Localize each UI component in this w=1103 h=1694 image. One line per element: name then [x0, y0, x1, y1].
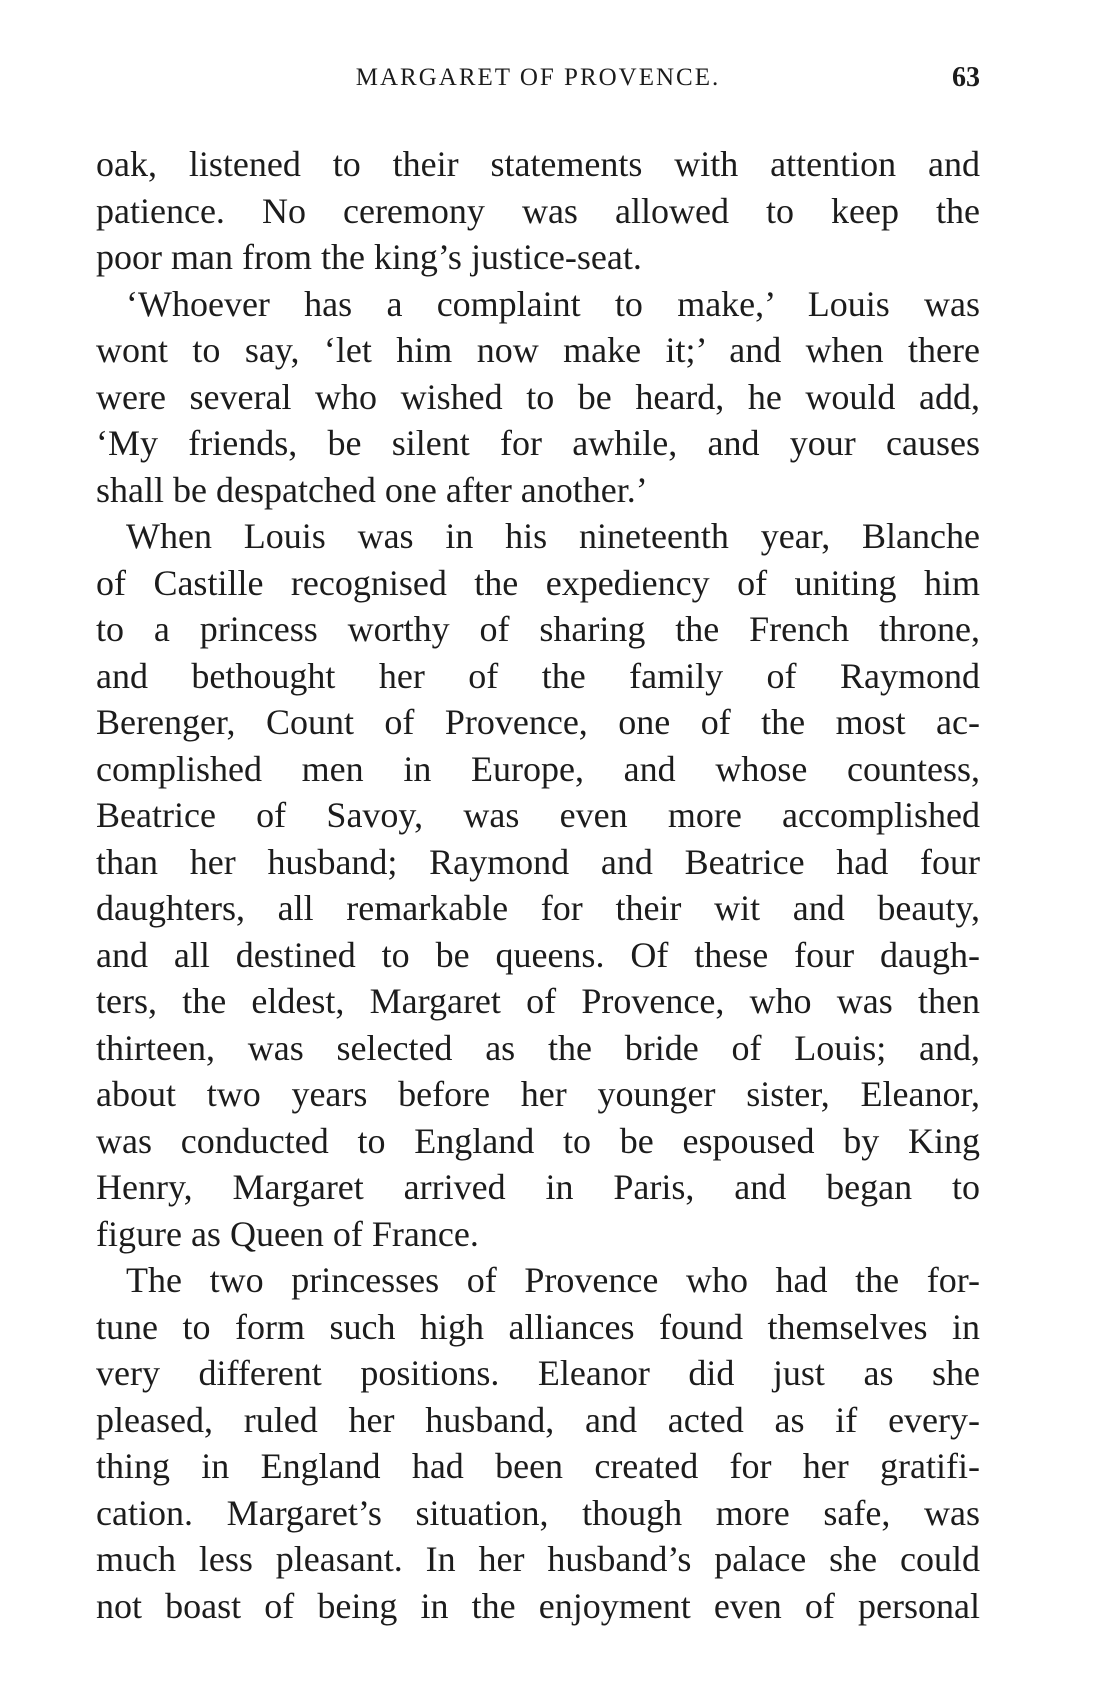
text-line: Berenger, Count of Provence, one of the most ac- — [96, 702, 980, 742]
text-line: and bethought her of the family of Raymond — [96, 655, 980, 696]
text-line: shall be despatched one after another.’ — [96, 469, 648, 510]
text-line: complished men in Europe, and whose countess, — [96, 748, 980, 789]
page-number: 63 — [952, 62, 980, 93]
text-line: ‘My friends, be silent for awhile, and your causes — [96, 423, 980, 463]
text-line: thing in England had been created for her gratifi- — [96, 1446, 980, 1486]
paragraph-4 — [96, 1257, 980, 1629]
text-line: daughters, all remarkable for their wit and beauty, — [96, 888, 980, 928]
text-line: Beatrice of Savoy, was even more accomplished — [96, 795, 980, 835]
paragraph-2 — [96, 281, 980, 514]
text-line: When Louis was in his nineteenth year, Blanche — [126, 516, 980, 556]
text-line: cation. Margaret’s situation, though more safe, was — [96, 1492, 980, 1533]
text-line: tune to form such high alliances found themselves in — [96, 1306, 980, 1347]
text-line: oak, listened to their statements with attention and — [96, 144, 980, 184]
text-line: very different positions. Eleanor did just as she — [96, 1353, 980, 1393]
text-line: of Castille recognised the expediency of uniting him — [96, 562, 980, 603]
text-line: pleased, ruled her husband, and acted as if every- — [96, 1399, 980, 1440]
text-line: to a princess worthy of sharing the French throne, — [96, 609, 980, 649]
text-line: poor man from the king’s justice-seat. — [96, 237, 642, 277]
running-title: MARGARET OF PROVENCE. — [355, 64, 721, 91]
text-line: about two years before her younger sister, Eleanor, — [96, 1074, 980, 1114]
text-line: thirteen, was selected as the bride of Louis; and, — [96, 1027, 980, 1068]
text-line: wont to say, ‘let him now make it;’ and when there — [96, 330, 980, 370]
text-line: were several who wished to be heard, he would add, — [96, 376, 980, 417]
text-line: ters, the eldest, Margaret of Provence, who was then — [96, 981, 980, 1021]
text-line: not boast of being in the enjoyment even of personal — [96, 1585, 980, 1626]
text-line: The two princesses of Provence who had the for- — [126, 1260, 980, 1300]
text-line: than her husband; Raymond and Beatrice had four — [96, 841, 980, 882]
text-line: much less pleasant. In her husband’s palace she could — [96, 1539, 980, 1579]
paragraph-3 — [96, 513, 980, 1257]
text-line: patience. No ceremony was allowed to keep the — [96, 190, 980, 231]
body-text — [96, 141, 980, 1629]
text-line: ‘Whoever has a complaint to make,’ Louis was — [126, 283, 980, 324]
running-head — [96, 58, 980, 98]
text-line: and all destined to be queens. Of these four daugh- — [96, 934, 980, 975]
text-line: was conducted to England to be espoused by King — [96, 1120, 980, 1161]
text-line: Henry, Margaret arrived in Paris, and began to — [96, 1167, 980, 1207]
text-line: figure as Queen of France. — [96, 1213, 479, 1254]
paragraph-1 — [96, 141, 980, 281]
